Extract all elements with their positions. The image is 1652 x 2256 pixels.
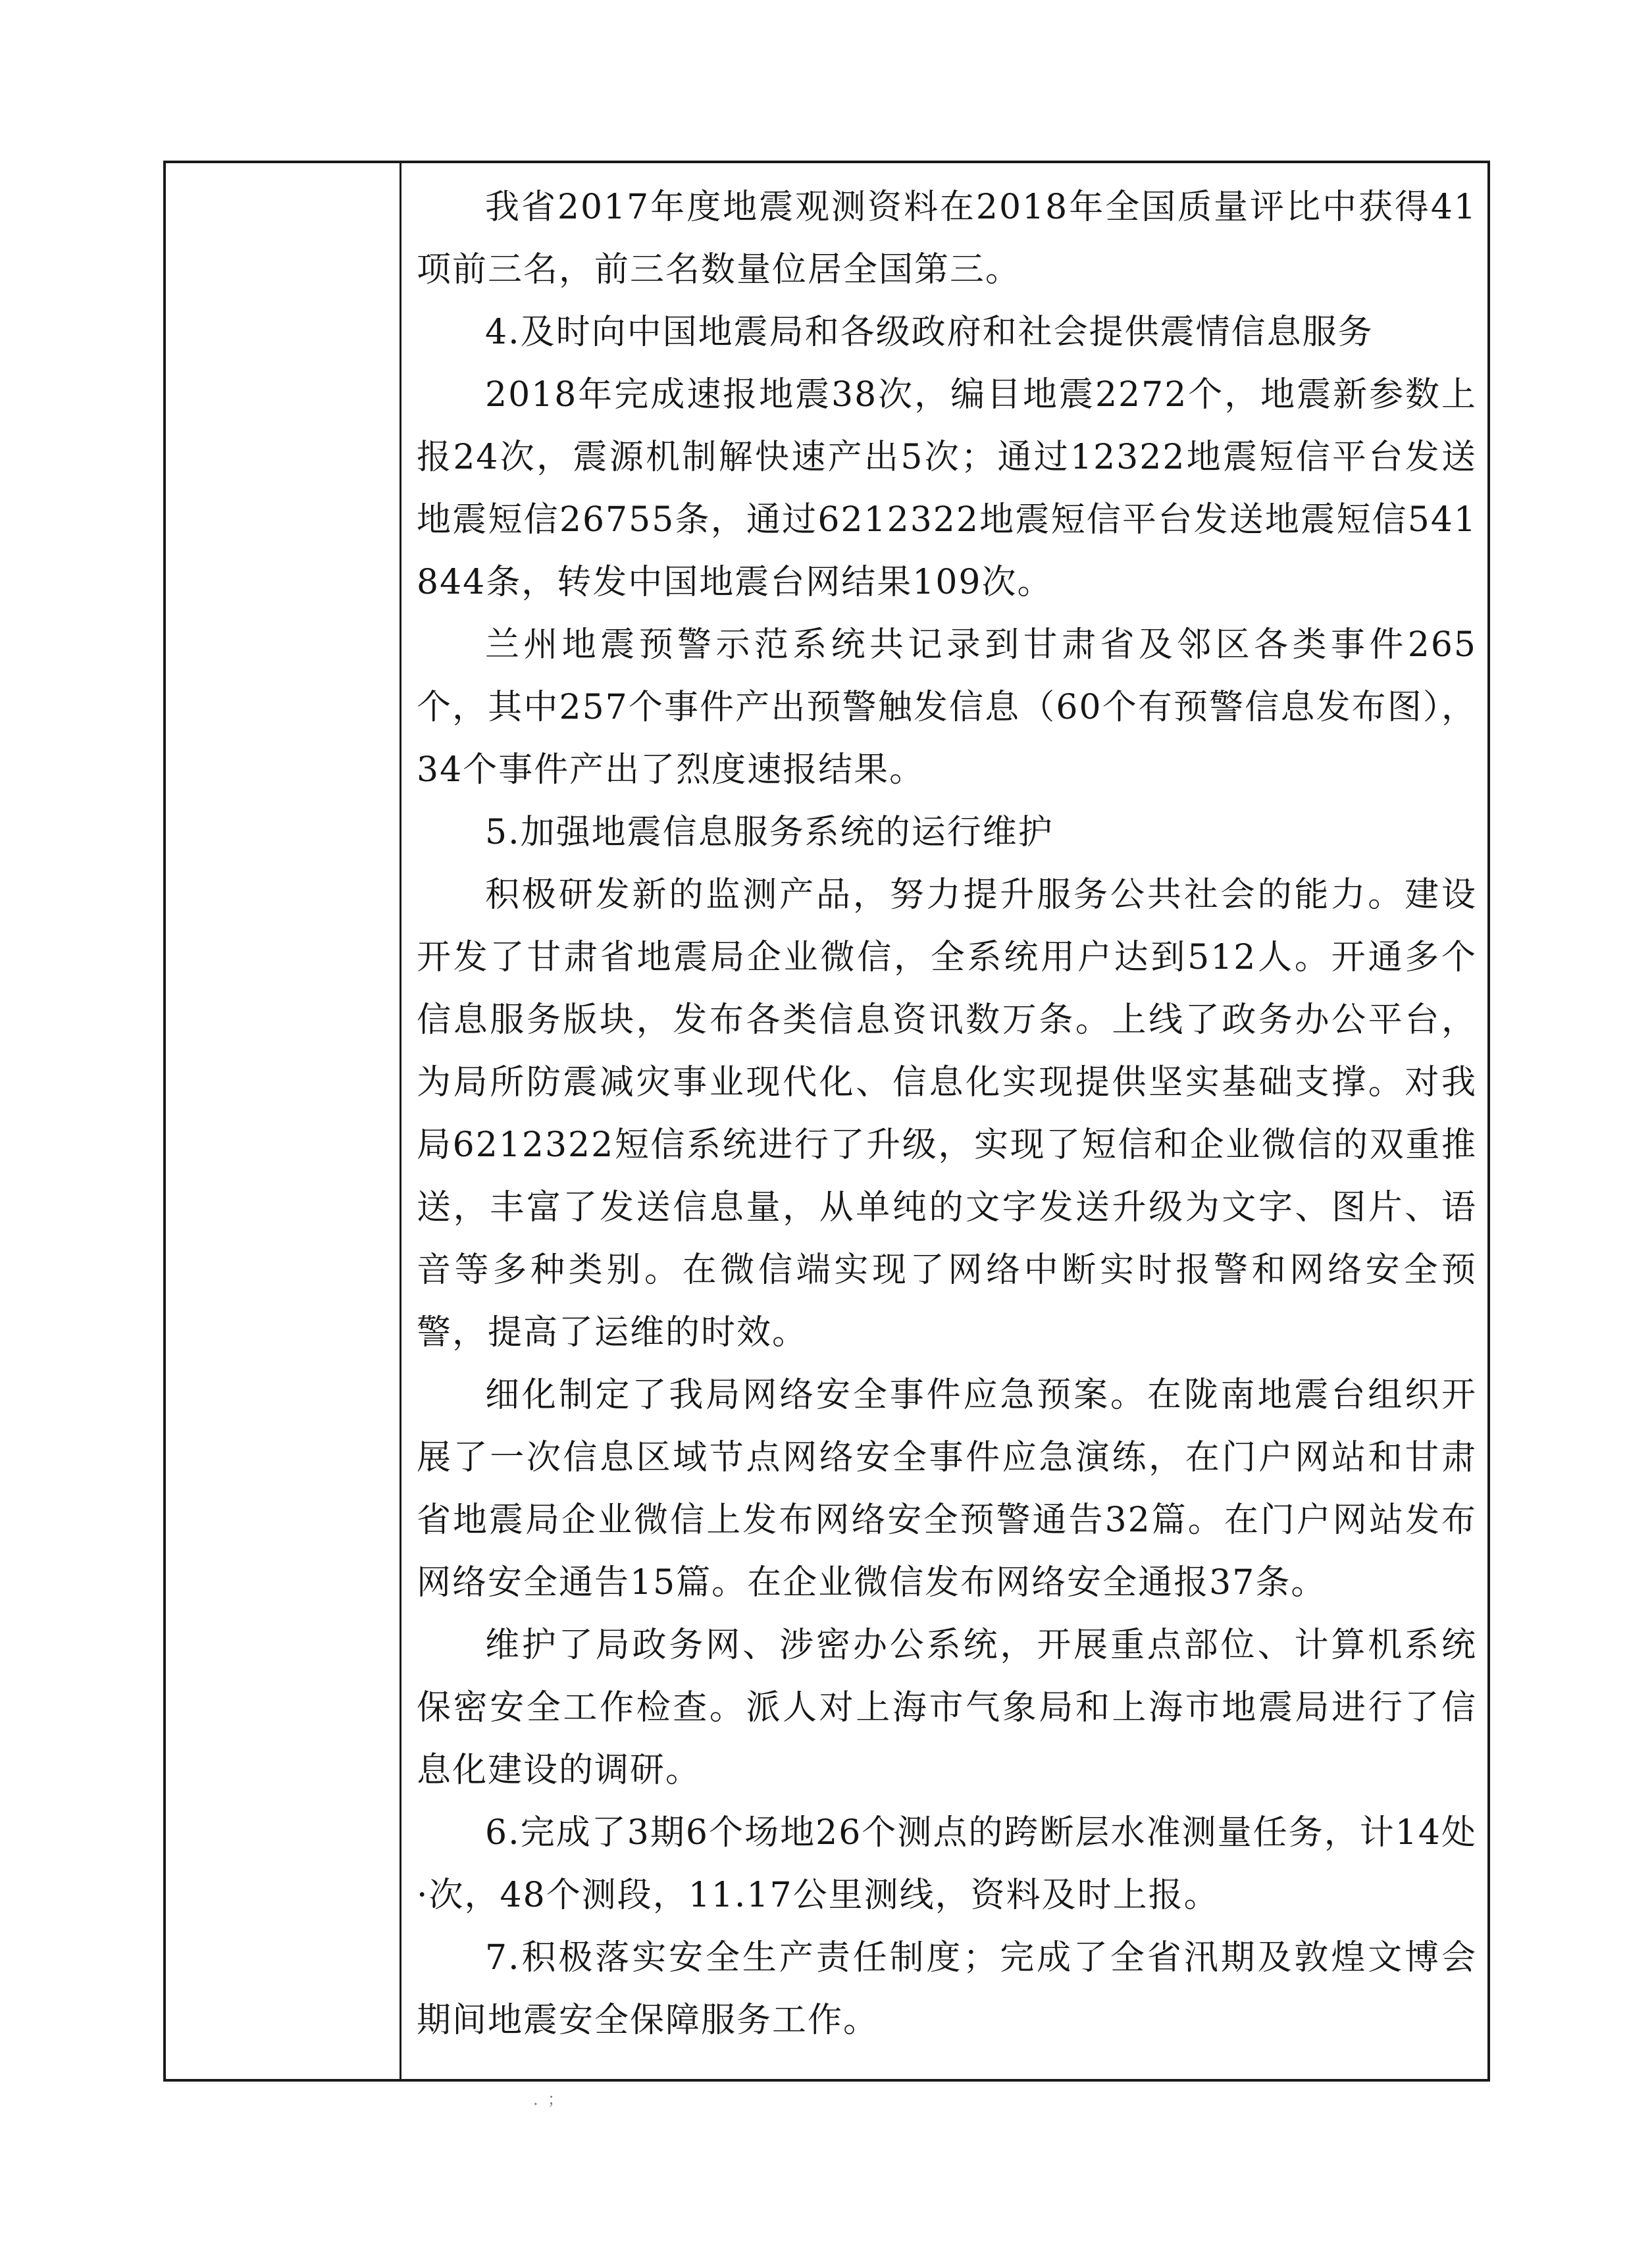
report-table [163,161,1490,2082]
paragraph-early-warning: 兰州地震预警示范系统共记录到甘肃省及邻区各类事件265个，其中257个事件产出预警触发信息（60个有预警信息发布图），34个事件产出了烈度速报结果。 [417,625,1477,790]
heading-item-4: 4.及时向中国地震局和各级政府和社会提供震情信息服务 [485,313,1374,352]
paragraph-item-7: 7.积极落实安全生产责任制度；完成了全省汛期及敦煌文博会期间地震安全保障服务工作。 [417,1938,1477,2040]
scan-mark: ．； [533,2090,570,2109]
paragraph-quality-ranking: 我省2017年度地震观测资料在2018年全国质量评比中获得41项前三名，前三名数量位居全国第三。 [417,188,1477,290]
paragraph-item-6: 6.完成了3期6个场地26个测点的跨断层水准测量任务，计14处·次，48个测段，11.17公里测线，资料及时上报。 [417,1813,1477,1915]
table-label-column [166,163,401,2079]
table-content-cell [403,163,1487,2079]
heading-item-5: 5.加强地震信息服务系统的运行维护 [485,813,1054,852]
paragraph-network-security: 细化制定了我局网络安全事件应急预案。在陇南地震台组织开展了一次信息区域节点网络安全事件应急演练，在门户网站和甘肃省地震局企业微信上发布网络安全预警通告32篇。在门户网站发布网络安全通告15篇。在企业微信发布网络安全通报37条。 [417,1375,1477,1602]
paragraph-earthquake-reports: 2018年完成速报地震38次，编目地震2272个，地震新参数上报24次，震源机制解快速产出5次；通过12322地震短信平台发送地震短信26755条，通过6212322地震短信平台发送地震短信541844条，转发中国地震台网结果109次。 [417,375,1477,602]
paragraph-gov-network: 维护了局政务网、涉密办公系统，开展重点部位、计算机系统保密安全工作检查。派人对上海市气象局和上海市地震局进行了信息化建设的调研。 [417,1626,1477,1790]
paragraph-info-service: 积极研发新的监测产品，努力提升服务公共社会的能力。建设开发了甘肃省地震局企业微信，全系统用户达到512人。开通多个信息服务版块，发布各类信息资讯数万条。上线了政务办公平台，为局所防震减灾事业现代化、信息化实现提供坚实基础支撑。对我局6212322短信系统进行了升级，实现了短信和企业微信的双重推送，丰富了发送信息量，从单纯的文字发送升级为文字、图片、语音等多种类别。在微信端实现了网络中断实时报警和网络安全预警，提高了运维的时效。 [417,875,1477,1352]
